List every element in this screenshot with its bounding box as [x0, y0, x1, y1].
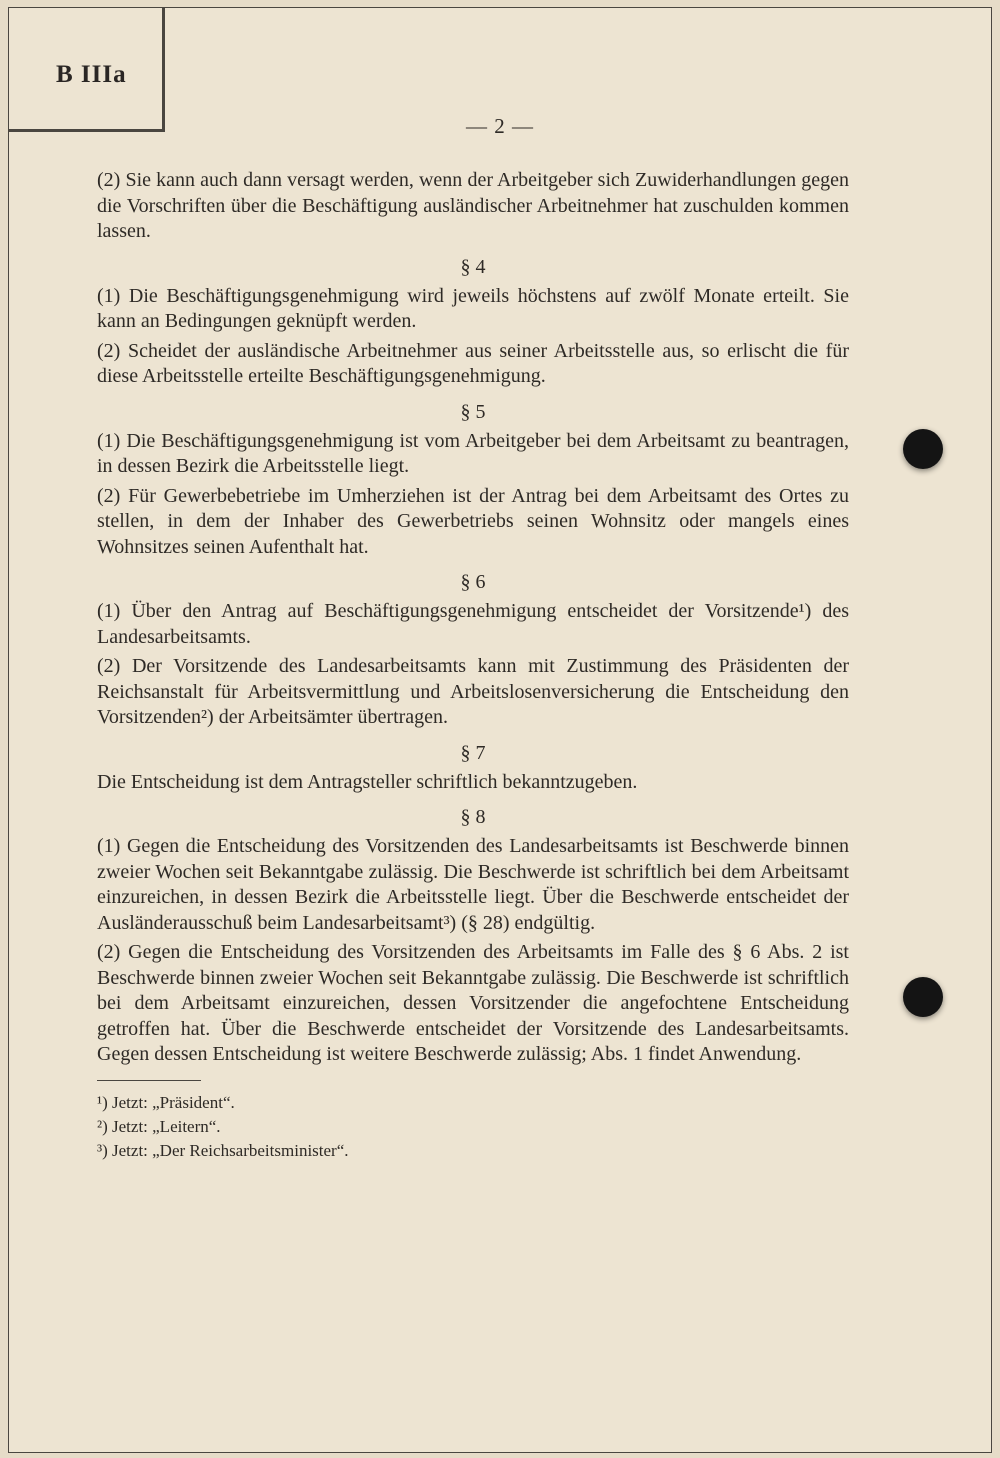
punch-hole — [903, 429, 943, 469]
footnote: ³) Jetzt: „Der Reichsarbeitsminister“. — [97, 1140, 349, 1160]
paragraph: (1) Gegen die Entscheidung des Vorsitzenden des Landesarbeitsamts ist Beschwerde binnen zweier Wochen seit Bekanntgabe zulässig. Die Beschwerde ist schriftlich bei dem Arbeitsamt einzureichen, in dessen Bezirk die Arbeitsstelle liegt. Über die Beschwerde entscheidet der Ausländerausschuß beim Landesarbeitsamt³) (§ 28) endgültig. — [97, 835, 849, 934]
section-6 — [97, 570, 849, 731]
section-heading: § 8 — [460, 806, 486, 828]
section-intro — [97, 168, 849, 245]
footnotes — [97, 1091, 849, 1163]
section-heading: § 5 — [460, 400, 486, 423]
paragraph: (1) Über den Antrag auf Beschäftigungsgenehmigung entscheidet der Vorsitzende¹) des Landesarbeitsamts. — [97, 600, 849, 648]
section-heading: § 6 — [460, 571, 486, 593]
paragraph: (1) Die Beschäftigungsgenehmigung wird jeweils höchstens auf zwölf Monate erteilt. Sie kann an Bedingungen geknüpft werden. — [97, 284, 849, 332]
paragraph: (2) Der Vorsitzende des Landesarbeitsamts kann mit Zustimmung des Präsidenten der Reichsanstalt für Arbeitsvermittlung und Arbeitslosenversicherung die Entscheidung den Vorsitzenden²) der Arbeitsämter übertragen. — [97, 655, 849, 728]
paragraph: (2) Gegen die Entscheidung des Vorsitzenden des Arbeitsamts im Falle des § 6 Abs. 2 ist Beschwerde binnen zweier Wochen seit Bekanntgabe zulässig. Die Beschwerde ist schriftlich bei dem Arbeitsamt einzureichen, dessen Vorsitzender die angefochtene Entscheidung getroffen hat. Über die Beschwerde entscheidet der Vorsitzende des Landesarbeitsamts. Gegen dessen Entscheidung ist weitere Beschwerde zulässig; Abs. 1 findet Anwendung. — [97, 941, 849, 1065]
section-4 — [97, 255, 849, 390]
document-code: B IIIa — [56, 61, 127, 88]
document-page — [8, 7, 992, 1453]
punch-hole — [903, 977, 943, 1017]
paragraph: (1) Die Beschäftigungsgenehmigung ist vom Arbeitgeber bei dem Arbeitsamt zu beantragen, in dessen Bezirk die Arbeitsstelle liegt. — [97, 429, 849, 477]
section-heading: § 4 — [460, 255, 486, 278]
footnote: ¹) Jetzt: „Präsident“. — [97, 1092, 235, 1112]
section-5 — [97, 400, 849, 561]
footnote-divider — [97, 1080, 201, 1081]
body-text — [97, 168, 849, 1163]
paragraph: (2) Sie kann auch dann versagt werden, wenn der Arbeitgeber sich Zuwiderhandlungen gegen die Vorschriften über die Beschäftigung ausländischer Arbeitnehmer hat zuschulden kommen lassen. — [97, 169, 849, 242]
paragraph: (2) Scheidet der ausländische Arbeitnehmer aus seiner Arbeitsstelle aus, so erlischt die für diese Arbeitsstelle erteilte Beschäftigungsgenehmigung. — [97, 339, 849, 387]
section-heading: § 7 — [460, 741, 486, 764]
paragraph: Die Entscheidung ist dem Antragsteller schriftlich bekanntzugeben. — [97, 770, 638, 793]
paragraph: (2) Für Gewerbebetriebe im Umherziehen ist der Antrag bei dem Arbeitsamt des Ortes zu stellen, in dem der Inhaber des Gewerbetriebs seinen Wohnsitz oder mangels eines Wohnsitzes seinen Aufenthalt hat. — [97, 484, 849, 558]
section-7 — [97, 741, 849, 796]
page-number: — 2 — — [466, 114, 534, 138]
section-8 — [97, 805, 849, 1068]
footnote: ²) Jetzt: „Leitern“. — [97, 1116, 221, 1136]
